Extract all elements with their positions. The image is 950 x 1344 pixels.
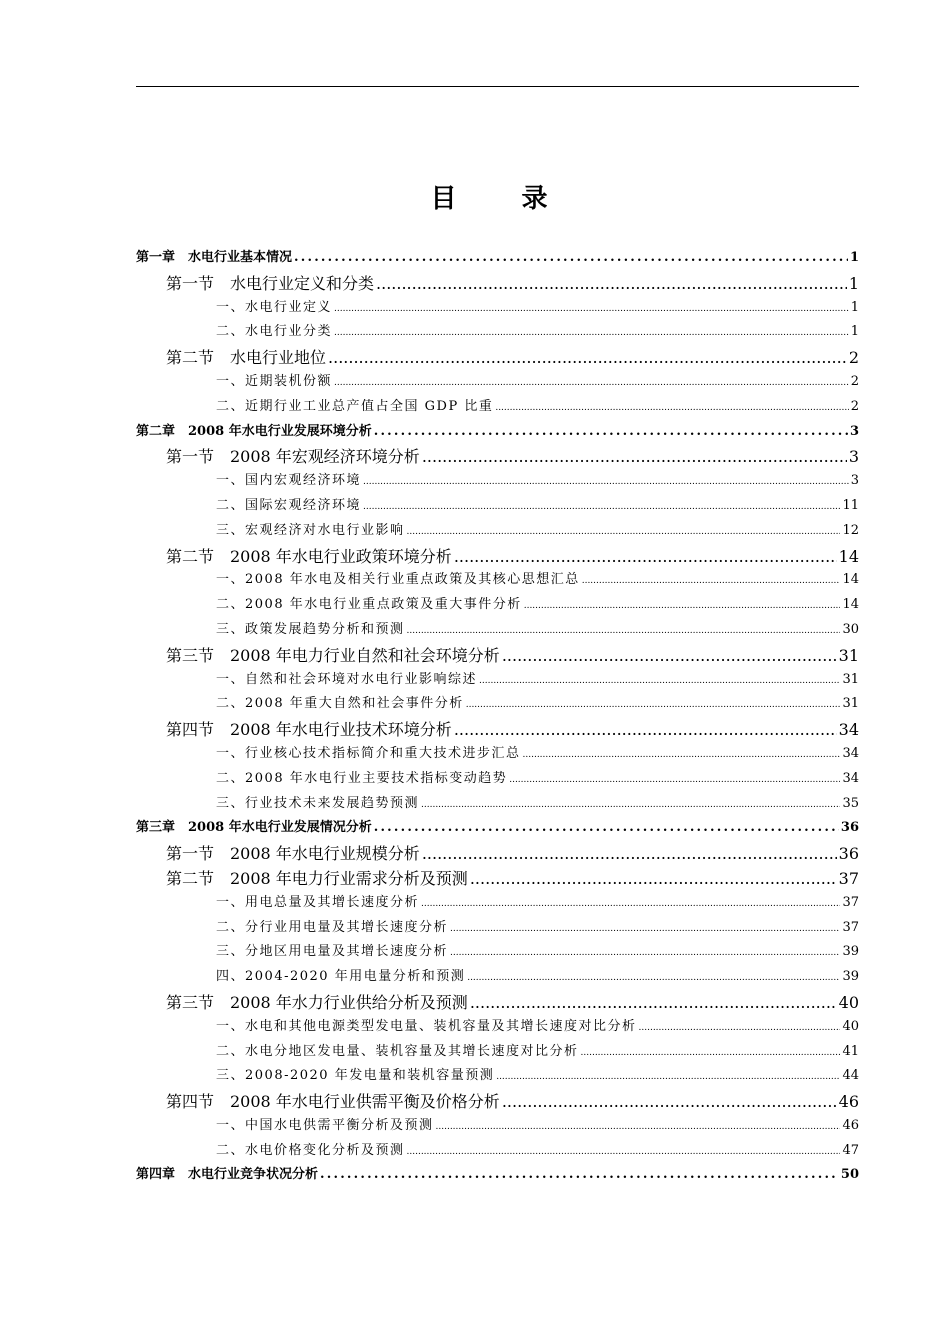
toc-subsection-row[interactable] [136, 792, 859, 817]
toc-page-number: 1 [850, 299, 859, 315]
toc-entry-label: 一、水电和其他电源类型发电量、装机容量及其增长速度对比分析 [216, 1018, 637, 1034]
toc-entry-label: 第一节 水电行业定义和分类 [166, 273, 375, 293]
toc-subsection-row[interactable] [136, 767, 859, 792]
toc-subsection-row[interactable] [136, 1139, 859, 1164]
toc-entry-label: 第三节 2008 年水力行业供给分析及预测 [166, 992, 468, 1012]
toc-entry-label: 一、国内宏观经济环境 [216, 473, 362, 489]
toc-entry-label: 二、分行业用电量及其增长速度分析 [216, 919, 449, 935]
toc-entry-label: 第二节 水电行业地位 [166, 348, 327, 368]
toc-page-number: 14 [838, 546, 859, 566]
toc-section-row[interactable] [136, 544, 859, 569]
toc-entry-label: 三、行业技术未来发展趋势预测 [216, 795, 420, 811]
toc-entry-label: 二、水电分地区发电量、装机容量及其增长速度对比分析 [216, 1043, 579, 1059]
toc-section-row[interactable] [136, 643, 859, 668]
toc-chapter-row[interactable] [136, 246, 859, 271]
toc-page-number: 47 [842, 1142, 859, 1158]
toc-page-number: 2 [850, 398, 859, 414]
toc-dot-leader [376, 274, 847, 293]
toc-section-row[interactable] [136, 444, 859, 469]
toc-entry-label: 二、2008 年重大自然和社会事件分析 [216, 696, 464, 712]
toc-dot-leader [479, 676, 840, 686]
toc-dot-leader [582, 576, 841, 586]
toc-entry-label: 一、中国水电供需平衡分析及预测 [216, 1117, 434, 1133]
toc-dot-leader [502, 646, 837, 665]
toc-entry-label: 一、用电总量及其增长速度分析 [216, 894, 420, 910]
toc-entry-label: 一、2008 年水电及相关行业重点政策及其核心思想汇总 [216, 572, 580, 588]
toc-dot-leader [496, 1072, 840, 1082]
toc-page-number: 36 [838, 844, 859, 864]
toc-dot-leader [374, 424, 848, 439]
toc-entry-label: 第三节 2008 年电力行业自然和社会环境分析 [166, 645, 500, 665]
toc-page-number: 40 [838, 992, 859, 1012]
toc-page-number: 1 [849, 250, 859, 265]
toc-dot-leader [328, 348, 847, 367]
page-title: 目 录 [430, 184, 576, 214]
toc-entry-label: 二、2008 年水电行业重点政策及重大事件分析 [216, 597, 522, 613]
toc-chapter-row[interactable] [136, 1163, 859, 1188]
toc-dot-leader [509, 775, 840, 785]
toc-page-number: 46 [842, 1117, 859, 1133]
toc-dot-leader [466, 700, 841, 710]
toc-subsection-row[interactable] [136, 320, 859, 345]
toc-entry-label: 二、近期行业工业总产值占全国 GDP 比重 [216, 398, 494, 414]
toc-subsection-row[interactable] [136, 395, 859, 420]
toc-page-number: 14 [842, 597, 859, 613]
toc-entry-label: 三、分地区用电量及其增长速度分析 [216, 944, 449, 960]
toc-entry-label: 第三章 2008 年水电行业发展情况分析 [136, 820, 372, 836]
toc-dot-leader [320, 1167, 839, 1182]
toc-entry-label: 一、近期装机份额 [216, 373, 333, 389]
toc-dot-leader [334, 328, 849, 338]
toc-section-row[interactable] [136, 990, 859, 1015]
toc-page-number: 50 [840, 1167, 859, 1183]
toc-dot-leader [502, 1092, 837, 1111]
toc-page-number: 34 [838, 720, 859, 740]
toc-section-row[interactable] [136, 866, 859, 891]
toc-entry-label: 第一章 水电行业基本情况 [136, 250, 293, 265]
toc-dot-leader [454, 547, 837, 566]
toc-page-number: 31 [842, 696, 859, 712]
toc-subsection-row[interactable] [136, 593, 859, 618]
toc-page-number: 39 [842, 944, 859, 960]
toc-page-number: 3 [849, 423, 859, 439]
toc-dot-leader [467, 973, 840, 983]
toc-entry-label: 第四节 2008 年水电行业供需平衡及价格分析 [166, 1092, 500, 1112]
toc-chapter-row[interactable] [136, 420, 859, 445]
toc-page-number: 30 [842, 621, 859, 637]
toc-entry-label: 第二节 2008 年电力行业需求分析及预测 [166, 868, 468, 888]
toc-entry-label: 第四章 水电行业竞争状况分析 [136, 1167, 319, 1183]
toc-page-number: 14 [842, 572, 859, 588]
toc-entry-label: 第二节 2008 年水电行业政策环境分析 [166, 546, 452, 566]
toc-page-number: 3 [848, 447, 859, 467]
toc-entry-label: 三、2008-2020 年发电量和装机容量预测 [216, 1068, 495, 1084]
toc-entry-label: 第一节 2008 年水电行业规模分析 [166, 844, 420, 864]
toc-page-number: 37 [842, 894, 859, 910]
toc-dot-leader [470, 869, 837, 888]
toc-dot-leader [374, 820, 839, 835]
toc-subsection-row[interactable] [136, 494, 859, 519]
table-of-contents [136, 246, 859, 1188]
toc-subsection-row[interactable] [136, 940, 859, 965]
toc-page-number: 37 [838, 868, 859, 888]
toc-subsection-row[interactable] [136, 1114, 859, 1139]
toc-entry-label: 一、水电行业定义 [216, 299, 333, 315]
toc-page-number: 12 [842, 522, 859, 538]
toc-entry-label: 第一节 2008 年宏观经济环境分析 [166, 447, 420, 467]
toc-subsection-row[interactable] [136, 568, 859, 593]
toc-subsection-row[interactable] [136, 916, 859, 941]
toc-page-number: 11 [842, 497, 859, 513]
toc-dot-leader [407, 1147, 841, 1157]
toc-subsection-row[interactable] [136, 891, 859, 916]
toc-dot-leader [407, 527, 841, 537]
toc-dot-leader [436, 1122, 841, 1132]
toc-dot-leader [422, 447, 847, 466]
toc-dot-leader [334, 378, 849, 388]
toc-section-row[interactable] [136, 717, 859, 742]
toc-dot-leader [639, 1023, 841, 1033]
toc-dot-leader [524, 601, 841, 611]
toc-dot-leader [363, 477, 849, 487]
toc-entry-label: 三、政策发展趋势分析和预测 [216, 621, 405, 637]
toc-page-number: 37 [842, 919, 859, 935]
toc-dot-leader [407, 626, 841, 636]
toc-dot-leader [294, 250, 848, 265]
toc-entry-label: 一、自然和社会环境对水电行业影响综述 [216, 671, 478, 687]
toc-dot-leader [363, 502, 840, 512]
toc-page-number: 34 [842, 770, 859, 786]
toc-dot-leader [470, 993, 837, 1012]
toc-entry-label: 二、水电价格变化分析及预测 [216, 1142, 405, 1158]
toc-subsection-row[interactable] [136, 370, 859, 395]
toc-subsection-row[interactable] [136, 692, 859, 717]
toc-page-number: 39 [842, 969, 859, 985]
toc-subsection-row[interactable] [136, 519, 859, 544]
toc-dot-leader [454, 720, 837, 739]
toc-dot-leader [422, 844, 837, 863]
toc-subsection-row[interactable] [136, 1015, 859, 1040]
toc-page-number: 41 [842, 1043, 859, 1059]
toc-dot-leader [421, 899, 840, 909]
toc-page-number: 40 [842, 1018, 859, 1034]
toc-dot-leader [450, 924, 840, 934]
toc-section-row[interactable] [136, 1089, 859, 1114]
toc-subsection-row[interactable] [136, 1040, 859, 1065]
toc-subsection-row[interactable] [136, 618, 859, 643]
toc-page-number: 35 [842, 795, 859, 811]
toc-dot-leader [334, 304, 849, 314]
toc-dot-leader [495, 403, 848, 413]
toc-entry-label: 三、宏观经济对水电行业影响 [216, 522, 405, 538]
toc-page-number: 2 [850, 373, 859, 389]
toc-dot-leader [450, 948, 840, 958]
toc-page-number: 3 [850, 473, 859, 489]
toc-chapter-row[interactable] [136, 816, 859, 841]
toc-subsection-row[interactable] [136, 296, 859, 321]
toc-section-row[interactable] [136, 841, 859, 866]
toc-entry-label: 二、水电行业分类 [216, 324, 333, 340]
toc-page-number: 2 [848, 348, 859, 368]
toc-section-row[interactable] [136, 345, 859, 370]
header-rule [136, 86, 859, 87]
toc-subsection-row[interactable] [136, 742, 859, 767]
toc-subsection-row[interactable] [136, 965, 859, 990]
toc-page-number: 31 [842, 671, 859, 687]
toc-page-number: 36 [840, 820, 859, 836]
toc-page-number: 46 [838, 1092, 859, 1112]
toc-section-row[interactable] [136, 271, 859, 296]
toc-page-number: 1 [848, 273, 859, 293]
toc-page-number: 31 [838, 645, 859, 665]
toc-subsection-row[interactable] [136, 1064, 859, 1089]
toc-page-number: 44 [842, 1068, 859, 1084]
toc-subsection-row[interactable] [136, 469, 859, 494]
toc-dot-leader [581, 1048, 841, 1058]
toc-entry-label: 一、行业核心技术指标简介和重大技术进步汇总 [216, 745, 521, 761]
toc-entry-label: 四、2004-2020 年用电量分析和预测 [216, 969, 466, 985]
toc-subsection-row[interactable] [136, 668, 859, 693]
toc-entry-label: 第四节 2008 年水电行业技术环境分析 [166, 720, 452, 740]
toc-entry-label: 二、2008 年水电行业主要技术指标变动趋势 [216, 770, 508, 786]
toc-dot-leader [523, 750, 841, 760]
toc-page-number: 34 [842, 745, 859, 761]
toc-page-number: 1 [850, 324, 859, 340]
toc-entry-label: 第二章 2008 年水电行业发展环境分析 [136, 423, 372, 439]
toc-entry-label: 二、国际宏观经济环境 [216, 497, 362, 513]
toc-dot-leader [421, 800, 840, 810]
